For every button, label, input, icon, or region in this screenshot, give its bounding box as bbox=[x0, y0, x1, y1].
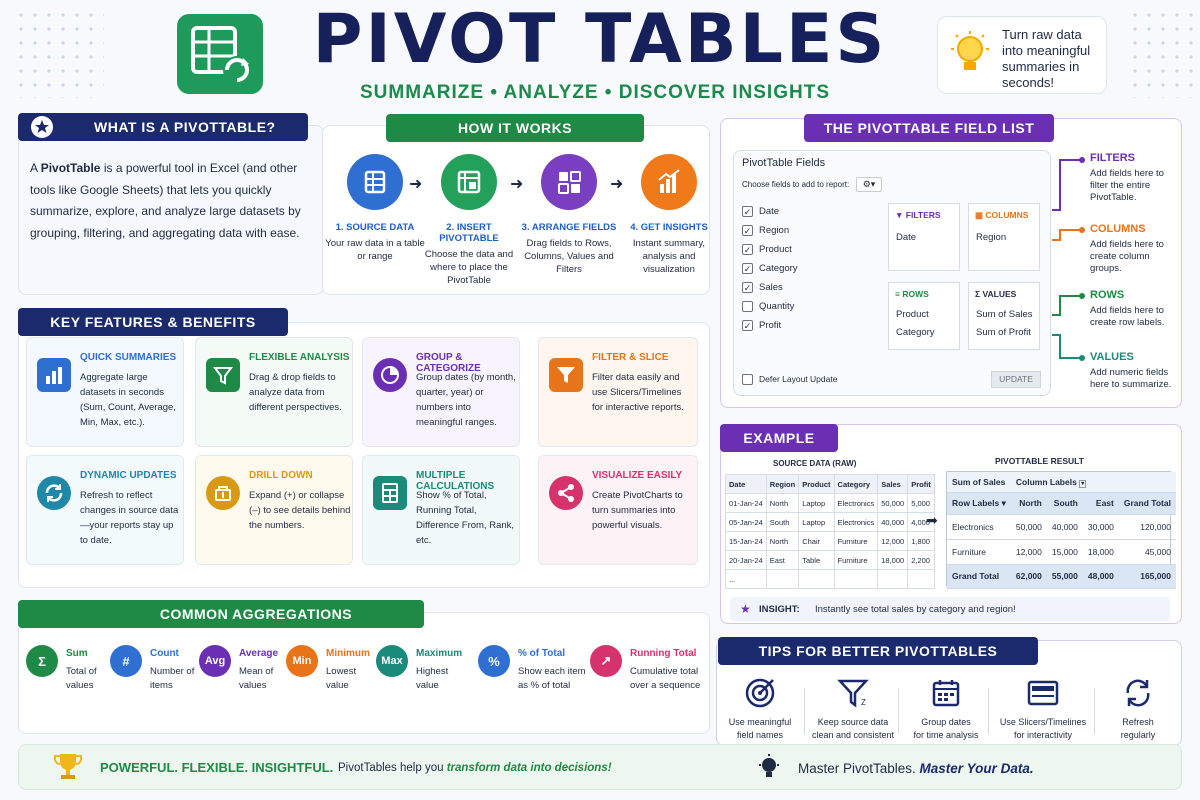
step-title: 1. SOURCE DATA bbox=[335, 222, 415, 233]
feature-description: Expand (+) or collapse (–) to see details behind the numbers. bbox=[249, 490, 351, 531]
defer-checkbox[interactable] bbox=[742, 374, 753, 385]
source-cell: Electronics bbox=[834, 513, 878, 532]
pivot-cell: 40,000 bbox=[1047, 514, 1083, 539]
source-cell: 15-Jan-24 bbox=[726, 532, 767, 551]
pivot-cell: 15,000 bbox=[1047, 539, 1083, 564]
table-row bbox=[947, 514, 1176, 539]
settings-gear-icon[interactable]: ⚙▾ bbox=[856, 177, 882, 192]
feature-card bbox=[195, 455, 353, 565]
pivot-insert-icon bbox=[441, 154, 497, 210]
what-is-description: A PivotTable is a powerful tool in Excel (and other tools like Google Sheets) that lets you quickly summarize, explore, and analyze large datasets by grouping, filtering, and aggregating data with ease. bbox=[30, 161, 301, 240]
bar-chart-icon bbox=[641, 154, 697, 210]
pivot-header: East bbox=[1083, 492, 1119, 514]
source-cell: Furniture bbox=[834, 532, 878, 551]
pivot-total-cell: 55,000 bbox=[1047, 564, 1083, 588]
aggregation-description: Show each item as % of total bbox=[518, 666, 586, 691]
tip-text: Use Slicers/Timelines for interactivity bbox=[999, 717, 1087, 740]
step-description: Drag fields to Rows, Columns, Values and Filters bbox=[524, 238, 614, 275]
step-1 bbox=[325, 154, 425, 263]
filters-area[interactable] bbox=[888, 203, 960, 271]
aggregation-symbol: Min bbox=[286, 645, 318, 677]
values-area-label: VALUES bbox=[982, 289, 1017, 299]
feature-description: Filter data easily and use Slicers/Timelines for interactive reports. bbox=[592, 372, 684, 413]
source-cell bbox=[908, 570, 935, 589]
area-legend-description: Add fields here to create row labels. bbox=[1090, 305, 1165, 328]
feature-title: FLEXIBLE ANALYSIS bbox=[249, 352, 350, 363]
area-legend-title: COLUMNS bbox=[1090, 223, 1146, 235]
step-description: Choose the data and where to place the PivotTable bbox=[424, 249, 514, 286]
arrow-icon: ➜ bbox=[610, 176, 624, 193]
source-header: Profit bbox=[908, 475, 935, 494]
source-cell: 40,000 bbox=[878, 513, 908, 532]
source-cell: 20-Jan-24 bbox=[726, 551, 767, 570]
feature-title: QUICK SUMMARIES bbox=[80, 352, 177, 363]
star-icon: ★ bbox=[740, 602, 751, 616]
filters-area-label: FILTERS bbox=[905, 210, 941, 220]
tip-text: Refresh regularly bbox=[1120, 717, 1156, 740]
source-cell: South bbox=[766, 513, 798, 532]
page-subtitle: SUMMARIZE • ANALYZE • DISCOVER INSIGHTS bbox=[360, 82, 830, 103]
table-row bbox=[726, 532, 935, 551]
pivot-header: Grand Total bbox=[1119, 492, 1176, 514]
source-data-title: SOURCE DATA (RAW) bbox=[773, 459, 857, 468]
field-name: Quantity bbox=[759, 301, 795, 312]
pivot-cell: 45,000 bbox=[1119, 539, 1176, 564]
feature-description: Show % of Total, Running Total, Difference From, Rank, etc. bbox=[416, 490, 515, 546]
feature-card bbox=[538, 455, 698, 565]
field-checkbox[interactable]: ✓ bbox=[743, 245, 752, 255]
area-legend-description: Add fields here to create column groups. bbox=[1090, 239, 1164, 274]
rows-area-value[interactable]: Product bbox=[896, 309, 929, 320]
feature-title: MULTIPLE CALCULATIONS bbox=[416, 470, 495, 492]
source-cell: Laptop bbox=[799, 513, 834, 532]
tip-text: Group dates for time analysis bbox=[913, 717, 979, 740]
field-checkbox[interactable]: ✓ bbox=[743, 207, 752, 217]
pivot-header: South bbox=[1047, 492, 1083, 514]
values-area-value[interactable]: Sum of Sales bbox=[976, 309, 1033, 320]
tip-item bbox=[900, 676, 992, 742]
feature-title: DRILL DOWN bbox=[249, 470, 313, 481]
aggregation-symbol: Avg bbox=[199, 645, 231, 677]
field-checkbox[interactable]: ✓ bbox=[743, 321, 752, 331]
source-cell: North bbox=[766, 532, 798, 551]
update-button[interactable]: UPDATE bbox=[991, 371, 1041, 388]
feature-card bbox=[26, 337, 184, 447]
refresh-icon bbox=[1092, 676, 1184, 710]
arrow-right-icon: ➡ bbox=[926, 512, 938, 528]
step-title: 2. INSERT PIVOTTABLE bbox=[439, 222, 499, 244]
rows-icon: ≡ bbox=[895, 289, 900, 299]
pivot-corner: Sum of Sales bbox=[947, 472, 1011, 492]
table-row bbox=[726, 551, 935, 570]
step-4 bbox=[619, 154, 719, 276]
step-3 bbox=[519, 154, 619, 276]
pivot-result-table bbox=[947, 472, 1176, 589]
pivot-result-title: PIVOTTABLE RESULT bbox=[995, 456, 1084, 466]
insight-text: Instantly see total sales by category and region! bbox=[815, 604, 1016, 615]
star-badge-icon bbox=[24, 113, 60, 141]
source-cell: Electronics bbox=[834, 494, 878, 513]
layout-icon bbox=[541, 154, 597, 210]
pivot-total-cell: 62,000 bbox=[1011, 564, 1047, 588]
pivot-column-labels: Column Labels bbox=[1015, 476, 1077, 487]
field-checkbox[interactable]: ✓ bbox=[743, 264, 752, 274]
logo bbox=[177, 14, 263, 94]
lightbulb-icon bbox=[758, 754, 780, 782]
source-cell: Laptop bbox=[799, 494, 834, 513]
source-header: Date bbox=[726, 475, 767, 494]
source-cell: 18,000 bbox=[878, 551, 908, 570]
field-name: Sales bbox=[759, 282, 783, 293]
tips-heading: TIPS FOR BETTER PIVOTTABLES bbox=[718, 637, 1038, 665]
source-cell bbox=[766, 570, 798, 589]
spreadsheet-refresh-icon bbox=[177, 14, 263, 94]
field-name: Product bbox=[759, 244, 792, 255]
step-title: 4. GET INSIGHTS bbox=[630, 222, 708, 233]
arrow-icon: ➜ bbox=[409, 176, 423, 193]
pivot-cell: 18,000 bbox=[1083, 539, 1119, 564]
slicer-icon bbox=[989, 676, 1097, 710]
aggregations-heading: COMMON AGGREGATIONS bbox=[18, 600, 424, 628]
field-checkbox[interactable] bbox=[742, 301, 753, 312]
table-row bbox=[726, 570, 935, 589]
defer-label: Defer Layout Update bbox=[759, 374, 838, 384]
insight-label: INSIGHT: bbox=[759, 604, 800, 615]
filter-icon: ▼ bbox=[895, 210, 904, 220]
tip-text: Turn raw data into meaningful summaries in seconds! bbox=[1002, 27, 1091, 90]
refresh-icon bbox=[37, 476, 71, 510]
source-cell: 5,000 bbox=[908, 494, 935, 513]
lightbulb-icon bbox=[950, 29, 990, 81]
step-2 bbox=[419, 154, 519, 287]
pivot-total-cell: 48,000 bbox=[1083, 564, 1119, 588]
field-list-heading: THE PIVOTTABLE FIELD LIST bbox=[804, 114, 1054, 142]
pivot-cell: 120,000 bbox=[1119, 514, 1176, 539]
aggregation-symbol: Σ bbox=[26, 645, 58, 677]
field-name: Region bbox=[759, 225, 790, 236]
area-legend-title: VALUES bbox=[1090, 351, 1134, 363]
source-cell: 1,800 bbox=[908, 532, 935, 551]
how-it-works-heading: HOW IT WORKS bbox=[386, 114, 644, 142]
tip-item bbox=[714, 676, 806, 742]
pivot-cell: Electronics bbox=[947, 514, 1011, 539]
connector-lines bbox=[1052, 150, 1088, 380]
source-cell: 01-Jan-24 bbox=[726, 494, 767, 513]
aggregation-symbol: ↗ bbox=[590, 645, 622, 677]
pivot-cell: 12,000 bbox=[1011, 539, 1047, 564]
field-checkbox[interactable]: ✓ bbox=[743, 226, 752, 236]
feature-title: FILTER & SLICE bbox=[592, 352, 669, 363]
aggregation-symbol: Max bbox=[376, 645, 408, 677]
aggregation-symbol: # bbox=[110, 645, 142, 677]
feature-card bbox=[538, 337, 698, 447]
calendar-icon bbox=[900, 676, 992, 710]
filters-area-value[interactable]: Date bbox=[896, 232, 917, 243]
columns-icon: ▦ bbox=[975, 210, 984, 220]
share-icon bbox=[549, 476, 583, 510]
funnel-icon bbox=[549, 358, 583, 392]
field-name: Category bbox=[759, 263, 798, 274]
rows-area-value[interactable]: Category bbox=[896, 327, 935, 338]
source-cell: 4,000 bbox=[908, 513, 935, 532]
pivot-fields-title: PivotTable Fields bbox=[742, 157, 826, 169]
decorative-dots bbox=[1128, 8, 1200, 98]
aggregation-name: Average bbox=[239, 648, 279, 659]
source-data-table bbox=[725, 474, 935, 589]
tip-item bbox=[807, 676, 899, 742]
source-cell bbox=[878, 570, 908, 589]
field-name: Profit bbox=[759, 320, 782, 331]
aggregation-name: Running Total bbox=[630, 648, 697, 659]
feature-title: GROUP & CATEGORIZE bbox=[416, 352, 481, 374]
example-heading: EXAMPLE bbox=[720, 424, 838, 452]
calculator-icon bbox=[373, 476, 407, 510]
page-title: PIVOT TABLES bbox=[312, 0, 888, 79]
area-legend-description: Add fields here to filter the entire PivotTable. bbox=[1090, 168, 1164, 203]
source-cell: Furniture bbox=[834, 551, 878, 570]
pivot-cell: 30,000 bbox=[1083, 514, 1119, 539]
area-legend-title: FILTERS bbox=[1090, 152, 1136, 164]
aggregation-name: Minimum bbox=[326, 648, 370, 659]
columns-area-value[interactable]: Region bbox=[976, 232, 1007, 243]
aggregation-symbol: % bbox=[478, 645, 510, 677]
source-cell: Table bbox=[799, 551, 834, 570]
source-cell: 2,200 bbox=[908, 551, 935, 570]
source-header: Category bbox=[834, 475, 878, 494]
tip-text: Keep source data clean and consistent bbox=[811, 717, 895, 740]
tip-item bbox=[989, 676, 1097, 742]
rows-area[interactable] bbox=[888, 282, 960, 350]
pivot-total-cell: 165,000 bbox=[1119, 564, 1176, 588]
step-title: 3. ARRANGE FIELDS bbox=[521, 222, 617, 233]
source-header: Region bbox=[766, 475, 798, 494]
table-row bbox=[726, 494, 935, 513]
svg-text:Z: Z bbox=[861, 698, 866, 707]
step-description: Instant summary, analysis and visualization bbox=[632, 238, 706, 275]
what-is-heading: WHAT IS A PIVOTTABLE? bbox=[18, 113, 308, 141]
source-cell: 05-Jan-24 bbox=[726, 513, 767, 532]
aggregation-description: Cumulative total over a sequence bbox=[630, 666, 701, 691]
feature-description: Aggregate large datasets in seconds (Sum, Count, Average, Min, Max, etc.). bbox=[80, 372, 176, 428]
table-row bbox=[947, 539, 1176, 564]
aggregation-name: % of Total bbox=[518, 648, 566, 659]
sigma-icon: Σ bbox=[975, 289, 981, 299]
choose-fields-label: Choose fields to add to report: bbox=[742, 180, 850, 189]
pie-icon bbox=[373, 358, 407, 392]
pivot-header: Row Labels ▾ bbox=[947, 492, 1011, 514]
feature-card bbox=[362, 455, 520, 565]
source-header: Sales bbox=[878, 475, 908, 494]
table-row bbox=[726, 513, 935, 532]
aggregation-name: Count bbox=[150, 648, 179, 659]
values-area[interactable] bbox=[968, 282, 1040, 350]
columns-area[interactable] bbox=[968, 203, 1040, 271]
decorative-dots bbox=[14, 8, 104, 98]
feature-card bbox=[362, 337, 520, 447]
source-cell: North bbox=[766, 494, 798, 513]
source-cell: East bbox=[766, 551, 798, 570]
pivot-cell: Furniture bbox=[947, 539, 1011, 564]
area-legend-description: Add numeric fields here to summarize. bbox=[1090, 367, 1172, 390]
aggregation-description: Highest value bbox=[416, 666, 449, 691]
feature-title: DYNAMIC UPDATES bbox=[80, 470, 177, 481]
feature-card bbox=[26, 455, 184, 565]
aggregation-name: Sum bbox=[66, 648, 88, 659]
aggregation-description: Lowest value bbox=[326, 666, 357, 691]
aggregation-description: Mean of values bbox=[239, 666, 274, 691]
step-description: Your raw data in a table or range bbox=[325, 238, 425, 262]
pivot-cell: 50,000 bbox=[1011, 514, 1047, 539]
feature-description: Drag & drop fields to analyze data from different perspectives. bbox=[249, 372, 342, 413]
field-checkbox[interactable]: ✓ bbox=[743, 283, 752, 293]
aggregation-description: Total of values bbox=[66, 666, 97, 691]
source-header: Product bbox=[799, 475, 834, 494]
pivot-total-cell: Grand Total bbox=[947, 564, 1011, 588]
what-is-term: PivotTable bbox=[40, 161, 101, 175]
funnel-icon bbox=[807, 676, 899, 710]
source-cell: 12,000 bbox=[878, 532, 908, 551]
arrow-icon: ➜ bbox=[510, 176, 524, 193]
table-icon bbox=[347, 154, 403, 210]
area-legend-title: ROWS bbox=[1090, 289, 1125, 301]
columns-area-label: COLUMNS bbox=[985, 210, 1029, 220]
rows-area-label: ROWS bbox=[902, 289, 929, 299]
trophy-icon bbox=[52, 750, 84, 782]
dropdown-icon[interactable]: ▾ bbox=[1081, 480, 1085, 487]
source-cell bbox=[799, 570, 834, 589]
drill-icon bbox=[206, 476, 240, 510]
footer-text: PivotTables help you transform data into decisions! bbox=[338, 762, 612, 774]
tip-text: Use meaningful field names bbox=[728, 717, 792, 740]
filter-icon bbox=[206, 358, 240, 392]
feature-description: Create PivotCharts to turn summaries into powerful visuals. bbox=[592, 490, 683, 531]
feature-title: VISUALIZE EASILY bbox=[592, 470, 683, 481]
aggregation-description: Number of items bbox=[150, 666, 195, 691]
source-cell: ... bbox=[726, 570, 767, 589]
target-icon bbox=[714, 676, 806, 710]
pivot-header: North bbox=[1011, 492, 1047, 514]
source-cell bbox=[834, 570, 878, 589]
tip-callout bbox=[937, 16, 1107, 94]
source-cell: Chair bbox=[799, 532, 834, 551]
pivot-total-row bbox=[947, 564, 1176, 588]
features-heading: KEY FEATURES & BENEFITS bbox=[18, 308, 288, 336]
feature-description: Refresh to reflect changes in source data—your reports stay up to date. bbox=[80, 490, 179, 546]
bar-chart-icon bbox=[37, 358, 71, 392]
field-name: Date bbox=[759, 206, 780, 217]
tip-item bbox=[1092, 676, 1184, 742]
aggregation-name: Maximum bbox=[416, 648, 463, 659]
source-cell: 50,000 bbox=[878, 494, 908, 513]
feature-description: Group dates (by month, quarter, year) or numbers into meaningful ranges. bbox=[416, 372, 516, 428]
footer-right: Master PivotTables. Master Your Data. bbox=[798, 761, 1034, 776]
values-area-value[interactable]: Sum of Profit bbox=[976, 327, 1031, 338]
feature-card bbox=[195, 337, 353, 447]
footer-tagline: POWERFUL. FLEXIBLE. INSIGHTFUL. bbox=[100, 760, 334, 775]
